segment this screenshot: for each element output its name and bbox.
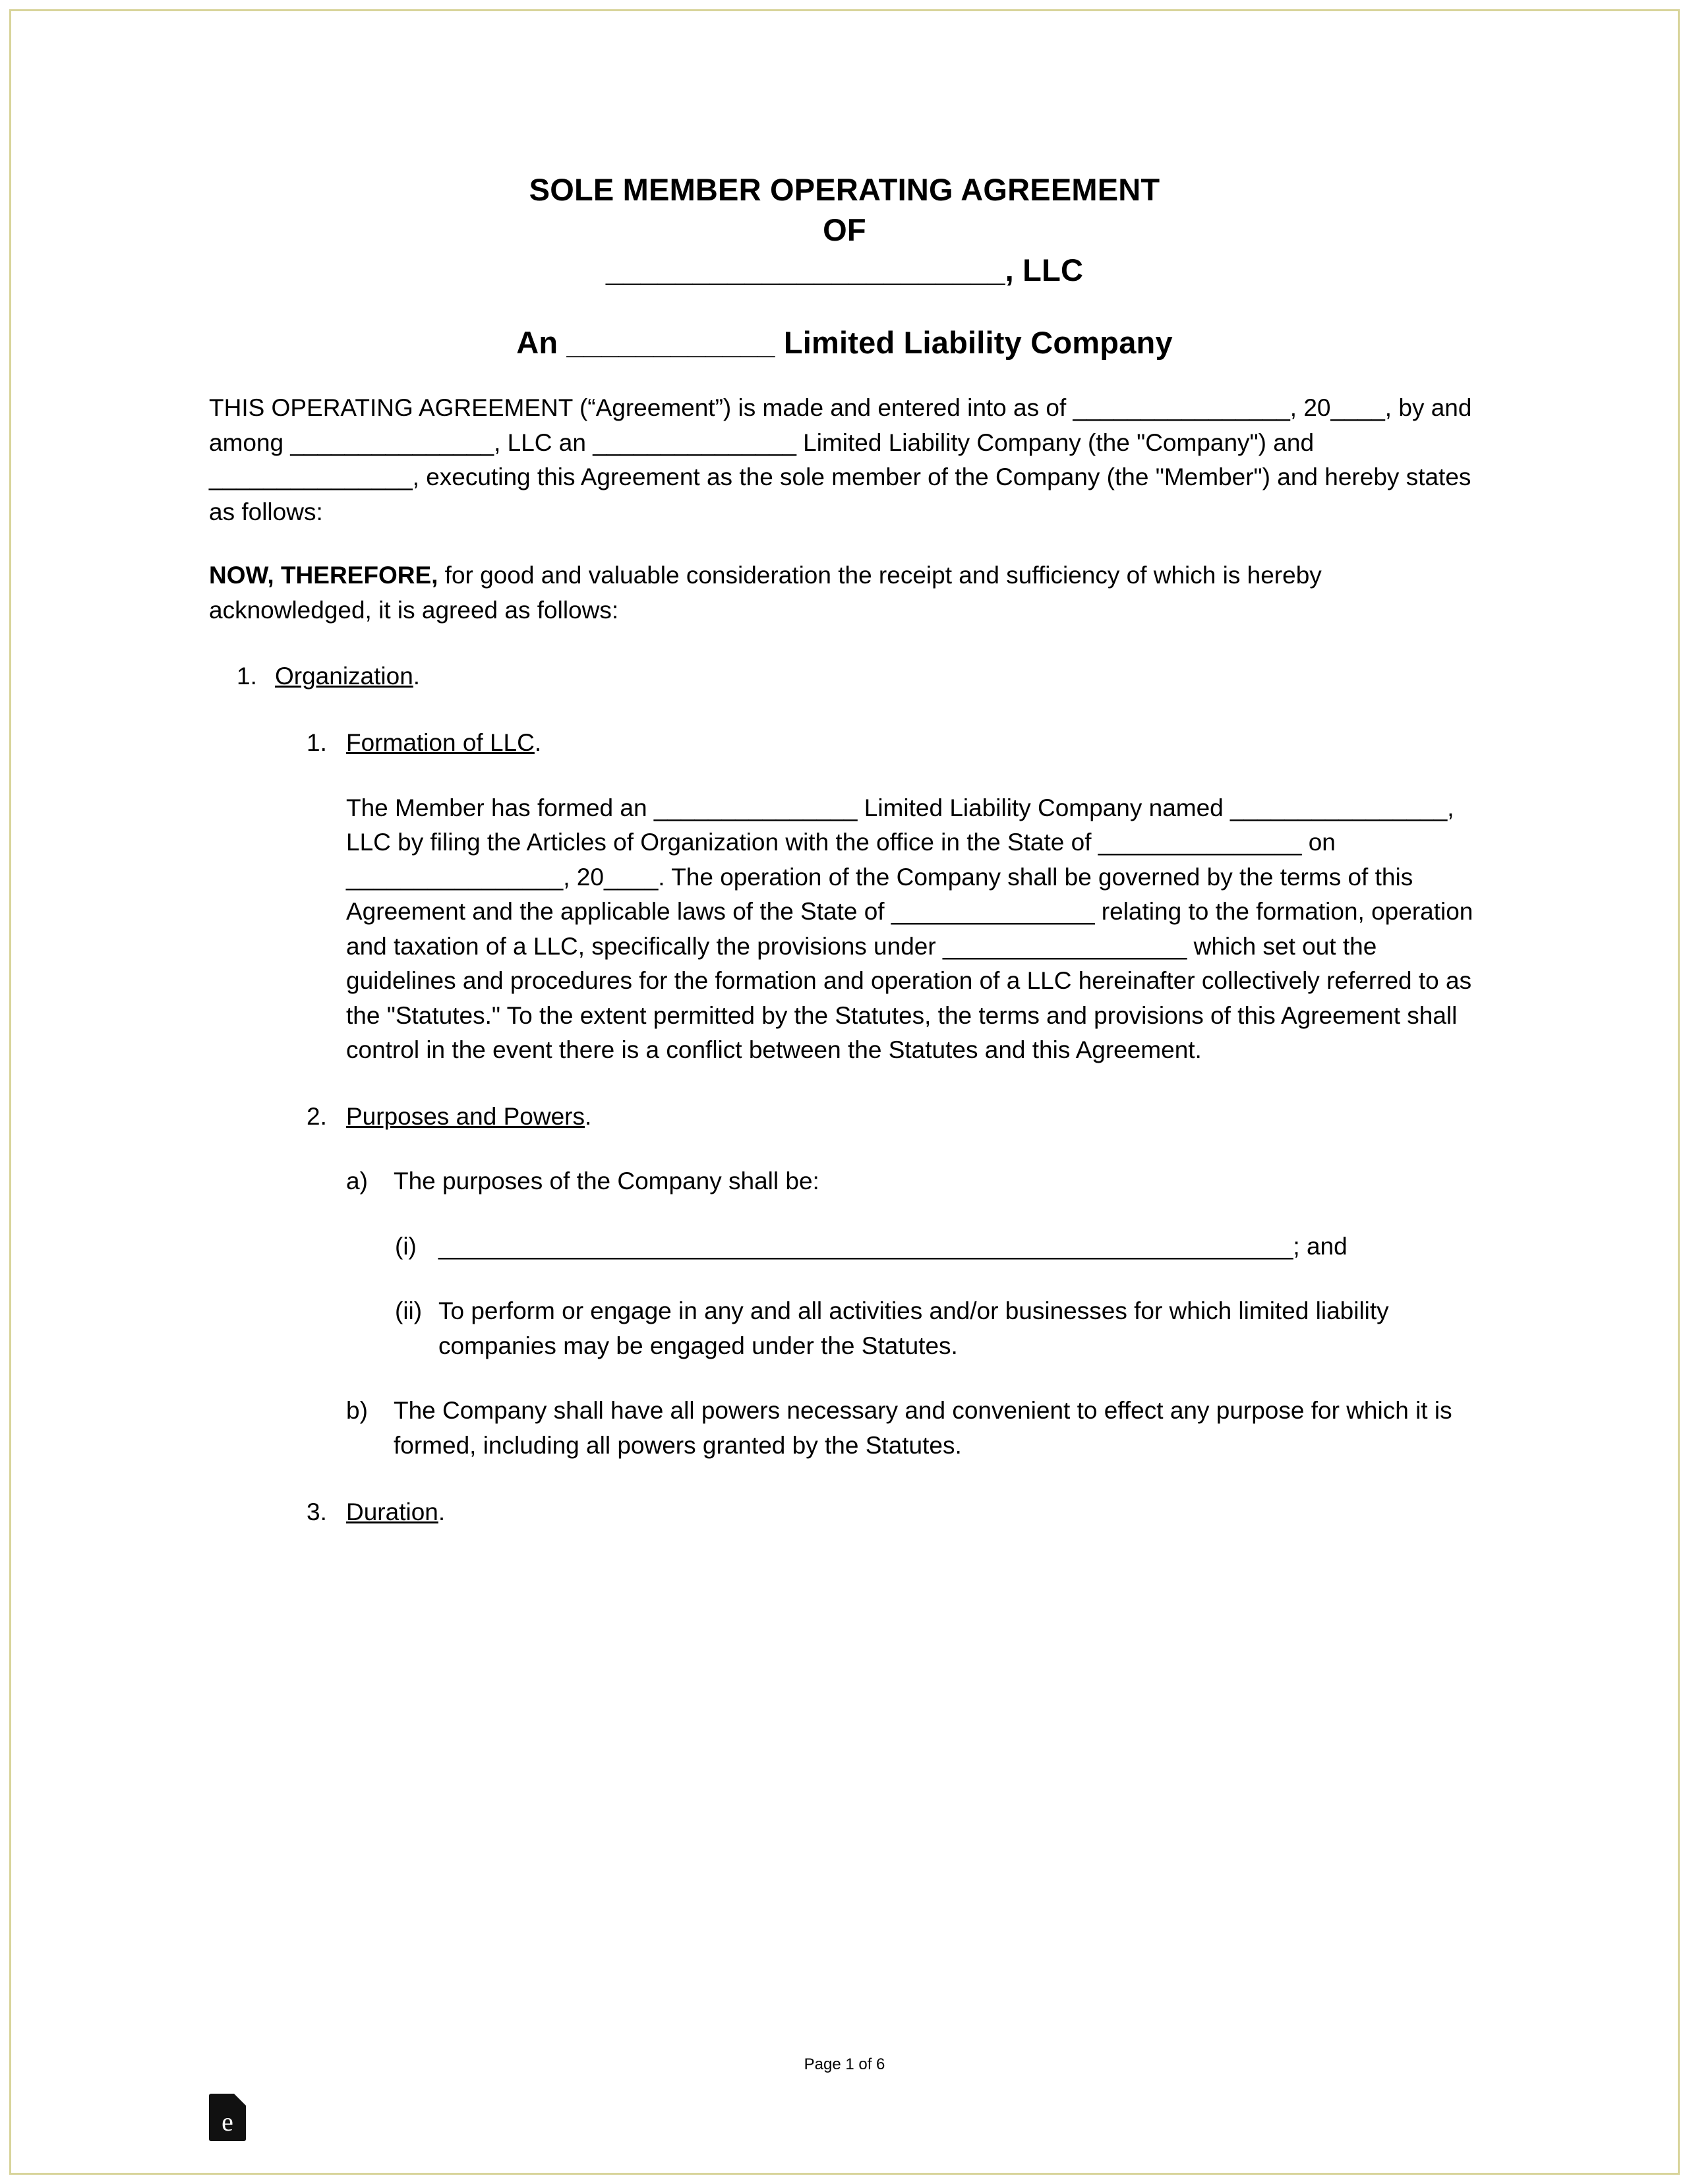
title-line-3: _______________________, LLC — [605, 252, 1084, 288]
section-1-heading-suffix: . — [413, 663, 421, 690]
subsection-1-1 — [209, 726, 1480, 761]
item-b-text: The Company shall have all powers necessary and convenient to effect any purpose for which it is formed, including all powers granted by the Statutes. — [394, 1397, 1452, 1459]
subsection-1-1-number: 1. — [307, 729, 327, 756]
subsection-1-3-heading-wrap — [346, 1495, 445, 1530]
subsection-1-2-heading-wrap — [346, 1100, 591, 1135]
subsection-1-2 — [209, 1100, 1480, 1135]
page-content — [11, 11, 1678, 2173]
item-b — [209, 1394, 1480, 1463]
section-1-number: 1. — [237, 663, 257, 690]
item-a-ii-number: (ii) — [395, 1297, 423, 1325]
page-footer: Page 1 of 6 — [804, 2055, 885, 2073]
subsection-1-3-heading-suffix: . — [438, 1498, 446, 1525]
now-therefore-paragraph — [209, 558, 1480, 628]
subsection-1-2-heading-suffix: . — [584, 1102, 592, 1130]
subsection-1-3-heading: Duration — [346, 1498, 438, 1525]
page-title — [209, 169, 1480, 290]
subsection-1-1-heading-wrap — [346, 726, 541, 761]
item-a-number: a) — [346, 1167, 368, 1195]
section-1-heading: Organization — [275, 663, 413, 690]
logo-letter: e — [222, 2107, 233, 2137]
item-b-number: b) — [346, 1397, 368, 1425]
intro-paragraph: THIS OPERATING AGREEMENT (“Agreement”) is made and entered into as of ________________, 20____, by and among _______________, LLC an _______________ Limited Liability Company (the "Company") and _______________, executing this Agreement as the sole member of the Company (the "Member") and hereby states as follows: — [209, 394, 1472, 525]
now-therefore-text: for good and valuable consideration the receipt and sufficiency of which is hereby acknowledged, it is agreed as follows: — [209, 562, 1322, 624]
item-a-i — [209, 1229, 1480, 1264]
section-1 — [209, 659, 1480, 694]
subsection-1-3 — [209, 1495, 1480, 1530]
subsection-1-2-heading: Purposes and Powers — [346, 1102, 585, 1130]
subsection-1-2-number: 2. — [307, 1102, 327, 1130]
subsection-1-1-body: The Member has formed an _______________ Limited Liability Company named ________________, LLC by filing the Articles of Organization with the office in the State of _______________ on ________________, 20____. The operation of the Company shall be governed by the terms of this Agreement and the applicable laws of the State of _______________ relating to the formation, operation and taxation of a LLC, specifically the provisions under __________________ which set out the guidelines and procedures for the formation and operation of a LLC hereinafter collectively referred to as the "Statutes." To the extent permitted by the Statutes, the terms and provisions of this Agreement shall control in the event there is a conflict between the Statutes and this Agreement. — [346, 794, 1473, 1064]
now-therefore-label: NOW, THEREFORE, — [209, 562, 438, 589]
item-a-i-number: (i) — [395, 1232, 417, 1260]
subsection-1-3-number: 3. — [307, 1498, 327, 1525]
eforms-logo-icon — [209, 2094, 246, 2141]
item-a — [209, 1164, 1480, 1199]
item-a-ii-text: To perform or engage in any and all activities and/or businesses for which limited liability companies may be engaged under the Statutes. — [438, 1297, 1389, 1359]
item-a-text: The purposes of the Company shall be: — [394, 1167, 819, 1195]
item-a-i-text: _______________________________________________________________; and — [438, 1232, 1348, 1260]
subsection-1-1-heading-suffix: . — [534, 729, 542, 756]
title-line-2: OF — [823, 212, 866, 248]
document-subtitle: An ____________ Limited Liability Company — [516, 325, 1173, 361]
title-line-1: SOLE MEMBER OPERATING AGREEMENT — [529, 172, 1160, 207]
item-a-ii — [209, 1294, 1480, 1363]
subsection-1-1-heading: Formation of LLC — [346, 729, 535, 756]
section-1-heading-wrap — [275, 659, 420, 694]
